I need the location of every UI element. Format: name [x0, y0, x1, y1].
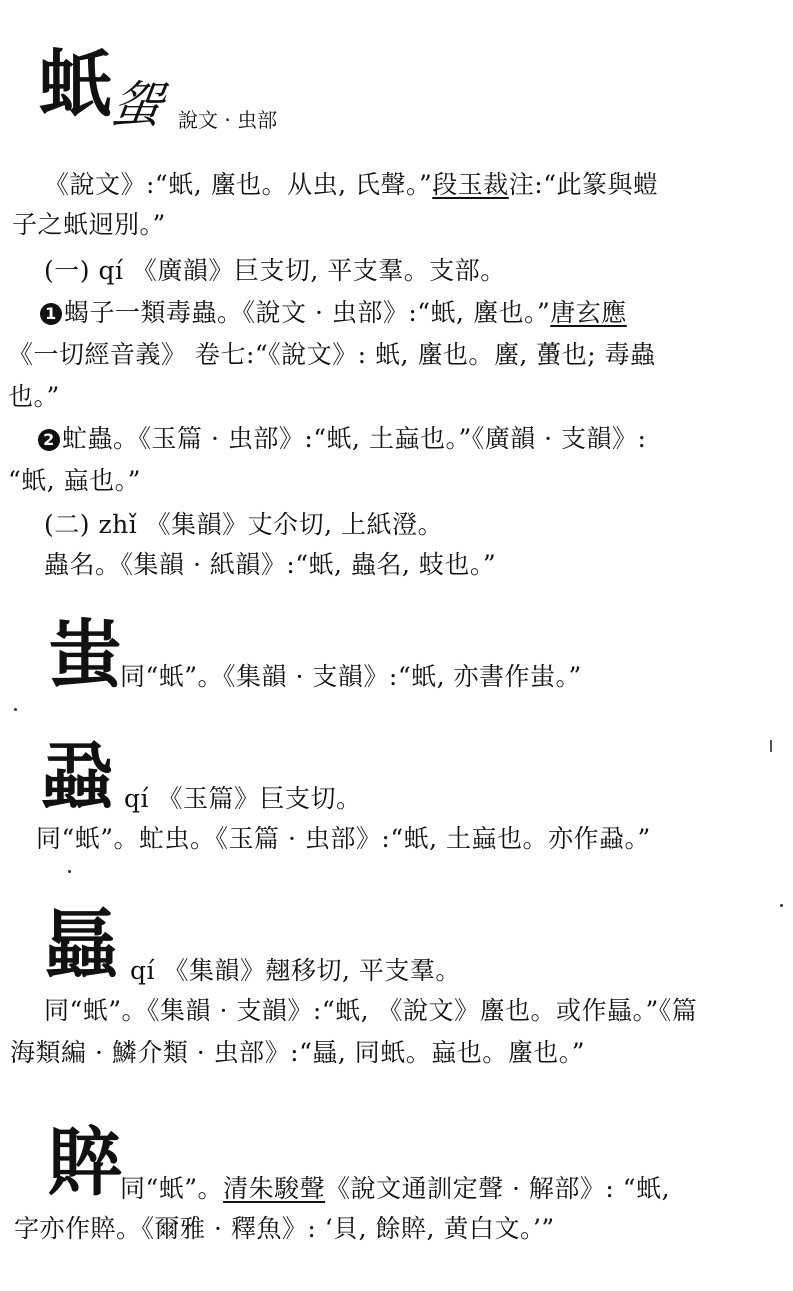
head-character: 蝨 [40, 734, 114, 820]
head-character: 螶 [44, 902, 118, 988]
text-line: 字亦作賥。《爾雅 · 釋魚》: ‘貝, 餘賥, 黄白文。’” [14, 1214, 555, 1243]
reading-line: (二) zhǐ 《集韻》丈尒切, 上紙澄。 [44, 510, 444, 539]
text-line: 同“蚔”。清朱駿聲《說文通訓定聲 · 解部》: “蚔, [120, 1174, 671, 1203]
text-line: 《一切經音義》 卷七:“《說文》: 蚔, 螷也。螷, 蠆也; 毒蟲 [8, 340, 656, 369]
speck [68, 870, 71, 873]
speck [780, 904, 783, 907]
text-line: 子之蚔迥別。” [12, 210, 166, 239]
sense-line: 2 虻蟲。《玉篇 · 虫部》:“蚔, 土蝱也。”《廣韻 · 支韻》: [38, 426, 646, 451]
text-line: 海類編 · 鱗介類 · 虫部》:“螶, 同蚔。蝱也。螷也。” [10, 1038, 586, 1067]
source-label: 說文 · 虫部 [178, 108, 278, 132]
text-line: 蟲名。《集韻 · 紙韻》:“蚔, 蟲名, 蚑也。” [44, 550, 497, 579]
sense-number-1: 1 [40, 303, 62, 325]
text-line: 《說文》:“蚔, 螷也。从虫, 氏聲。”段玉裁注:“此篆與螘 [44, 170, 659, 199]
text-line: 也。” [8, 382, 60, 411]
reading-line: qí 《玉篇》巨支切。 [124, 784, 362, 813]
head-character: 蚔 [38, 42, 112, 128]
reading-line: (一) qí 《廣韻》巨支切, 平支羣。支部。 [44, 256, 506, 285]
head-character: 賥 [48, 1120, 122, 1206]
speck [770, 740, 772, 752]
annotator-name: 清朱駿聲 [223, 1174, 326, 1203]
text-line: 同“蚔”。虻虫。《玉篇 · 虫部》:“蚔, 土蝱也。亦作蝨。” [36, 824, 651, 853]
text-line: 同“蚔”。《集韻 · 支韻》:“蚔, 亦書作蚩。” [120, 662, 582, 691]
head-character: 蚩 [48, 612, 122, 698]
sense-line: 1 蝎子一類毒蟲。《說文 · 虫部》:“蚔, 螷也。”唐玄應 [40, 300, 627, 325]
sense-number-2: 2 [38, 429, 60, 451]
text-line: “蚔, 蝱也。” [8, 466, 141, 495]
annotator-name: 段玉裁 [432, 170, 509, 199]
text-line: 同“蚔”。《集韻 · 支韻》:“蚔, 《說文》螷也。或作螶。”《篇 [44, 996, 698, 1025]
speck [14, 708, 17, 711]
reading-line: qí 《集韻》翹移切, 平支羣。 [130, 956, 461, 985]
annotator-name: 唐玄應 [550, 298, 627, 327]
seal-script-character: 䖤 [107, 76, 167, 134]
